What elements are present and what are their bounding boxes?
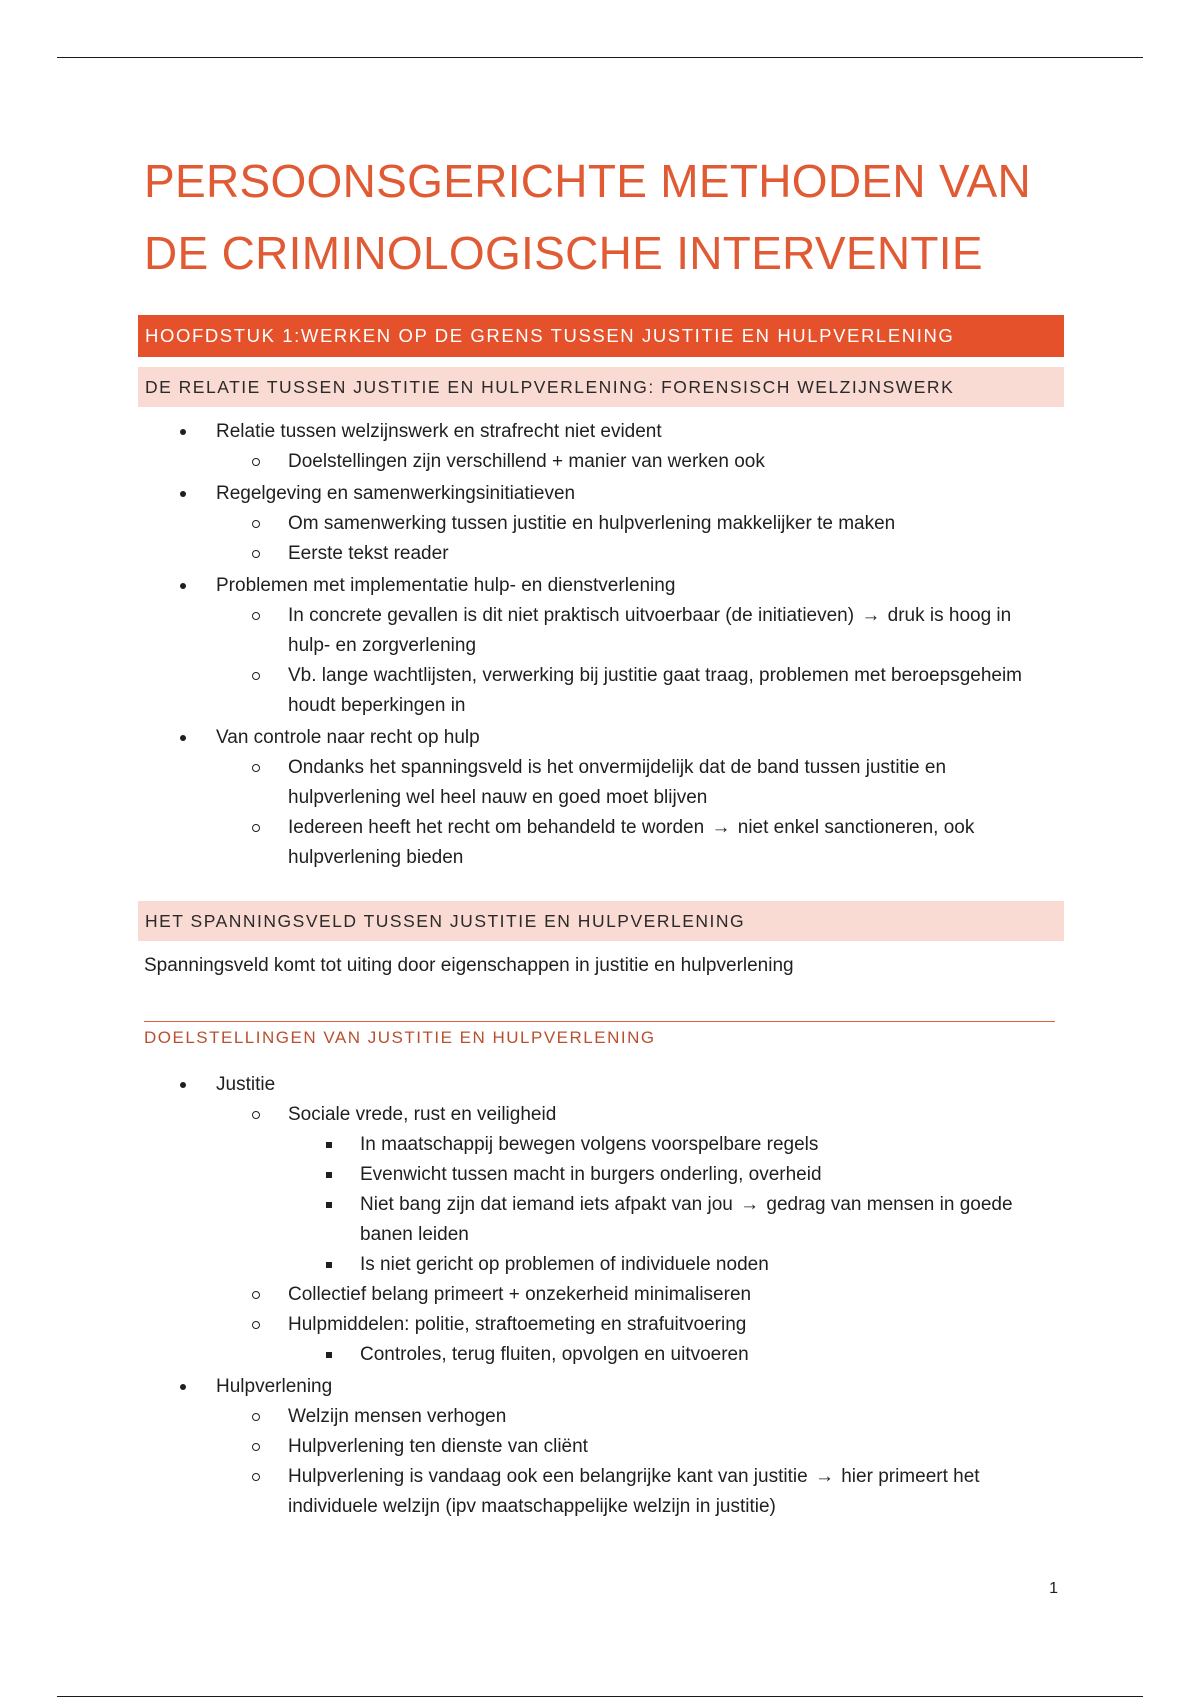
relatie-bullet-list xyxy=(138,417,1064,873)
list-item: Evenwicht tussen macht in burgers onderling, overheid xyxy=(138,1160,1044,1190)
title-line-2: DE CRIMINOLOGISCHE INTERVENTIE xyxy=(144,227,983,279)
bottom-rule xyxy=(57,1696,1143,1697)
list-item: Om samenwerking tussen justitie en hulpverlening makkelijker te maken xyxy=(138,509,1044,539)
list-item: Doelstellingen zijn verschillend + manier van werken ook xyxy=(138,447,1044,477)
subsection-heading-doelstellingen: DOELSTELLINGEN VAN JUSTITIE EN HULPVERLENING xyxy=(144,1021,1055,1050)
list-item: Collectief belang primeert + onzekerheid minimaliseren xyxy=(138,1280,1044,1310)
list-item: Relatie tussen welzijnswerk en strafrecht niet evident Doelstellingen zijn verschillend + manier van werken ook xyxy=(138,417,1064,477)
arrow-right-icon: → xyxy=(861,605,881,626)
list-item: Hulpmiddelen: politie, straftoemeting en strafuitvoering Controles, terug fluiten, opvolgen en uitvoeren xyxy=(138,1310,1044,1370)
list-item: Regelgeving en samenwerkingsinitiatieven Om samenwerking tussen justitie en hulpverlening makkelijker te maken Eerste tekst reader xyxy=(138,479,1064,569)
page-number: 1 xyxy=(1049,1580,1058,1597)
list-item: Eerste tekst reader xyxy=(138,539,1044,569)
arrow-right-icon: → xyxy=(814,1466,834,1487)
list-item: Sociale vrede, rust en veiligheid In maatschappij bewegen volgens voorspelbare regels Evenwicht tussen macht in burgers onderling, overheid Niet bang zijn dat iemand iets afpakt van jou → gedrag van mensen in goede banen leiden Is niet gericht op problemen of individuele noden xyxy=(138,1100,1044,1280)
page-content xyxy=(138,145,1064,1550)
list-item: Van controle naar recht op hulp Ondanks het spanningsveld is het onvermijdelijk dat de band tussen justitie en hulpverlening wel heel nauw en goed moet blijven Iedereen heeft het recht om behandeld te worden → niet enkel sanctioneren, ook hulpverlening bieden xyxy=(138,723,1064,873)
doelstellingen-bullet-list xyxy=(138,1070,1064,1522)
arrow-right-icon: → xyxy=(740,1194,760,1215)
list-item: Is niet gericht op problemen of individuele noden xyxy=(138,1250,1044,1280)
list-item: In concrete gevallen is dit niet praktisch uitvoerbaar (de initiatieven) → druk is hoog in hulp- en zorgverlening xyxy=(138,601,1044,661)
section-heading-spanningsveld: HET SPANNINGSVELD TUSSEN JUSTITIE EN HULPVERLENING xyxy=(138,901,1064,941)
list-item: Vb. lange wachtlijsten, verwerking bij justitie gaat traag, problemen met beroepsgeheim houdt beperkingen in xyxy=(138,661,1044,721)
list-item: In maatschappij bewegen volgens voorspelbare regels xyxy=(138,1130,1044,1160)
document-title xyxy=(144,145,1064,289)
list-item: Welzijn mensen verhogen xyxy=(138,1402,1044,1432)
list-item: Hulpverlening ten dienste van cliënt xyxy=(138,1432,1044,1462)
spanningsveld-intro: Spanningsveld komt tot uiting door eigenschappen in justitie en hulpverlening xyxy=(144,955,794,976)
list-item: Ondanks het spanningsveld is het onvermijdelijk dat de band tussen justitie en hulpverlening wel heel nauw en goed moet blijven xyxy=(138,753,1044,813)
list-item: Controles, terug fluiten, opvolgen en uitvoeren xyxy=(138,1340,1044,1370)
arrow-right-icon: → xyxy=(711,817,731,838)
section-heading-relatie: DE RELATIE TUSSEN JUSTITIE EN HULPVERLENING: FORENSISCH WELZIJNSWERK xyxy=(138,367,1064,407)
list-item: Iedereen heeft het recht om behandeld te worden → niet enkel sanctioneren, ook hulpverlening bieden xyxy=(138,813,1044,873)
list-item: Niet bang zijn dat iemand iets afpakt van jou → gedrag van mensen in goede banen leiden xyxy=(138,1190,1044,1250)
list-item: Hulpverlening Welzijn mensen verhogen Hulpverlening ten dienste van cliënt Hulpverlening is vandaag ook een belangrijke kant van justitie → hier primeert het individuele welzijn (ipv maatschappelijke welzijn in justitie) xyxy=(138,1372,1064,1522)
list-item: Problemen met implementatie hulp- en dienstverlening In concrete gevallen is dit niet praktisch uitvoerbaar (de initiatieven) → druk is hoog in hulp- en zorgverlening Vb. lange wachtlijsten, verwerking bij justitie gaat traag, problemen met beroepsgeheim houdt beperkingen in xyxy=(138,571,1064,721)
list-item: Hulpverlening is vandaag ook een belangrijke kant van justitie → hier primeert het individuele welzijn (ipv maatschappelijke welzijn in justitie) xyxy=(138,1462,1044,1522)
chapter-heading: HOOFDSTUK 1:WERKEN OP DE GRENS TUSSEN JUSTITIE EN HULPVERLENING xyxy=(138,315,1064,357)
top-rule xyxy=(57,57,1143,58)
title-line-1: PERSOONSGERICHTE METHODEN VAN xyxy=(144,155,1032,207)
list-item: Justitie Sociale vrede, rust en veiligheid In maatschappij bewegen volgens voorspelbare regels Evenwicht tussen macht in burgers onderling, overheid Niet bang zijn dat iemand iets afpakt van jou → gedrag van mensen in goede banen leiden Is niet gericht op problemen of individuele noden Collectief belang primeert + onzekerheid minimaliseren Hulpmiddelen: politie, straftoemeting en strafuitvoering Controles, terug fluiten, opvolgen en uitvoeren xyxy=(138,1070,1064,1370)
